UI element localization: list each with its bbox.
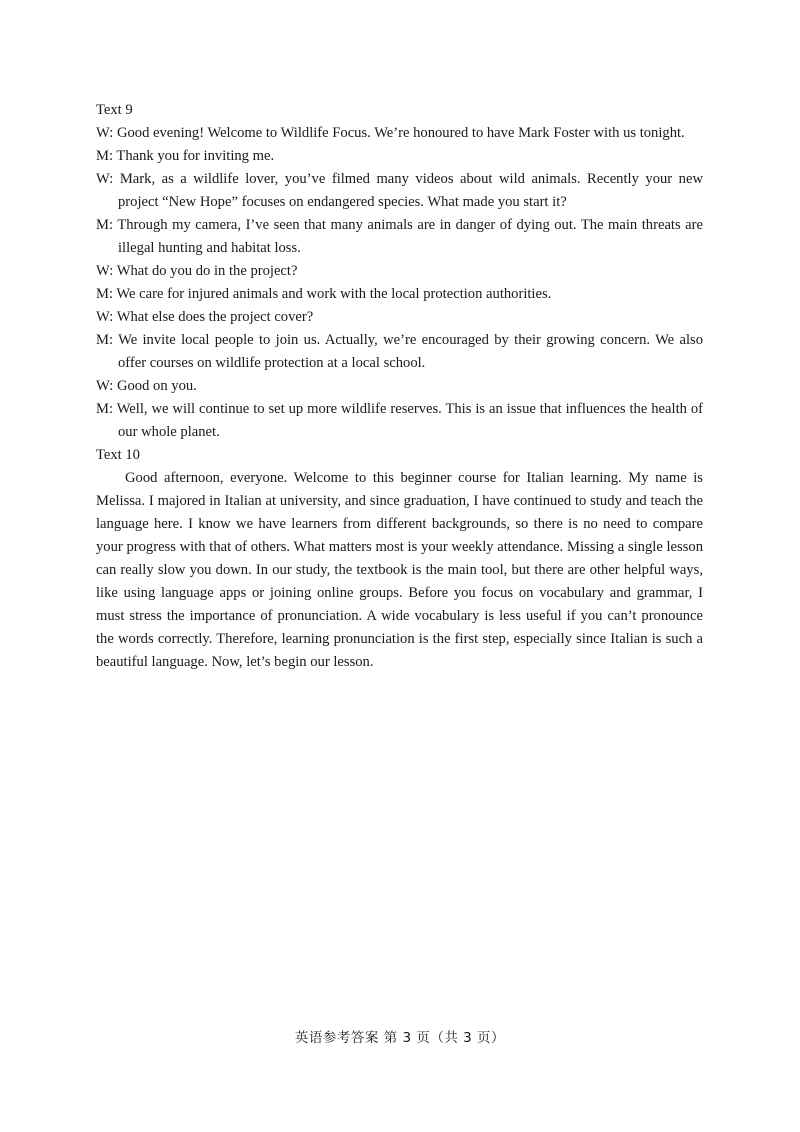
dialogue-line — [96, 260, 703, 283]
speaker-label: W: — [96, 309, 114, 325]
page-footer: 英语参考答案 第 3 页（共 3 页） — [294, 1030, 506, 1046]
speaker-label: M: — [96, 401, 114, 417]
dialogue-text: Good on you. — [116, 378, 197, 394]
dialogue-text: Well, we will continue to set up more wildlife reserves. This is an issue that influences the health of our whole planet. — [116, 401, 703, 440]
speaker-label: M: — [96, 286, 114, 302]
document-page — [96, 99, 703, 674]
dialogue-line — [96, 168, 703, 214]
speaker-label: W: — [96, 378, 114, 394]
dialogue-line — [96, 375, 703, 398]
dialogue-text: We care for injured animals and work with the local protection authorities. — [116, 286, 552, 302]
dialogue-text: What else does the project cover? — [116, 309, 314, 325]
text10-paragraph: Good afternoon, everyone. Welcome to this beginner course for Italian learning. My name is Melissa. I majored in Italian at university, and since graduation, I have continued to study and teach the language here. I know we have learners from different backgrounds, so there is no need to compare your progress with that of others. What matters most is your weekly attendance. Missing a single lesson can really slow you down. In our study, the textbook is the main tool, but there are other helpful ways, like using language apps or joining online groups. Before you focus on vocabulary and grammar, I must stress the importance of pronunciation. A wide vocabulary is less useful if you can’t pronounce the words correctly. Therefore, learning pronunciation is the first step, especially since Italian is such a beautiful language. Now, let’s begin our lesson. — [96, 470, 703, 670]
text9-dialogue — [96, 122, 703, 444]
dialogue-text: Mark, as a wildlife lover, you’ve filmed many videos about wild animals. Recently your new project “New Hope” focuses on endangered species. What made you start it? — [118, 171, 703, 210]
speaker-label: W: — [96, 263, 114, 279]
speaker-label: M: — [96, 148, 114, 164]
dialogue-line — [96, 145, 703, 168]
dialogue-line — [96, 122, 703, 145]
dialogue-text: Thank you for inviting me. — [116, 148, 275, 164]
speaker-label: W: — [96, 171, 114, 187]
dialogue-text: Through my camera, I’ve seen that many animals are in danger of dying out. The main threats are illegal hunting and habitat loss. — [117, 217, 704, 256]
dialogue-line — [96, 398, 703, 444]
dialogue-text: Good evening! Welcome to Wildlife Focus. We’re honoured to have Mark Foster with us tonight. — [116, 125, 685, 141]
dialogue-line — [96, 329, 703, 375]
speaker-label: M: — [96, 332, 114, 348]
dialogue-text: What do you do in the project? — [116, 263, 298, 279]
text10-title: Text 10 — [96, 447, 140, 463]
dialogue-line — [96, 283, 703, 306]
text9-title: Text 9 — [96, 102, 133, 118]
dialogue-line — [96, 306, 703, 329]
dialogue-line — [96, 214, 703, 260]
speaker-label: M: — [96, 217, 114, 233]
dialogue-text: We invite local people to join us. Actually, we’re encouraged by their growing concern. We also offer courses on wildlife protection at a local school. — [118, 332, 703, 371]
speaker-label: W: — [96, 125, 114, 141]
